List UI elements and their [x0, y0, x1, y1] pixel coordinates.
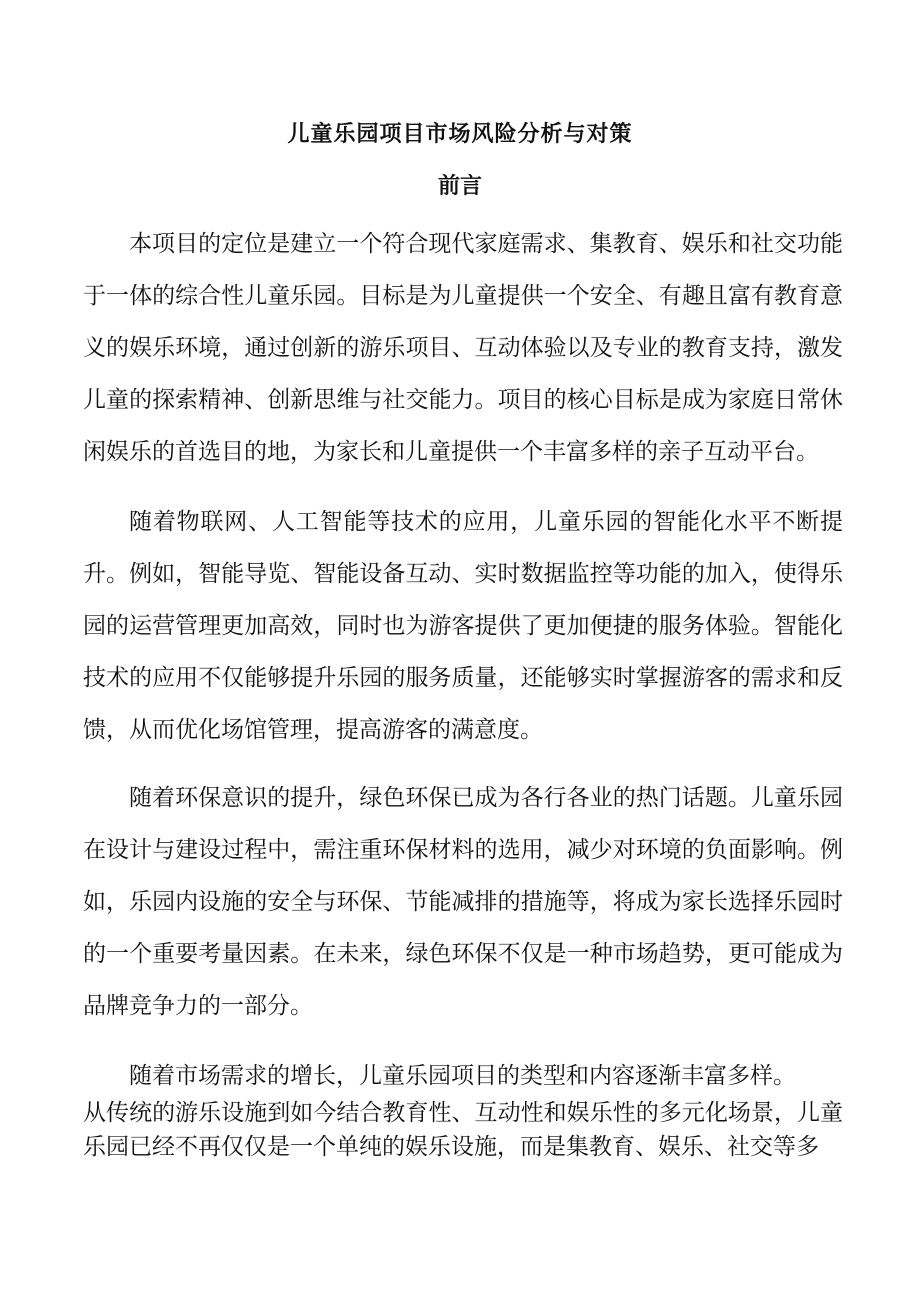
- paragraph-market-demand-rest: 从传统的游乐设施到如今结合教育性、互动性和娱乐性的多元化场景，儿童乐园已经不再仅仅是一个单纯的娱乐设施，而是集教育、娱乐、社交等多: [83, 1100, 843, 1160]
- paragraph-market-demand-first-line: 随着市场需求的增长，儿童乐园项目的类型和内容逐渐丰富多样。: [129, 1063, 796, 1089]
- document-title: 儿童乐园项目市场风险分析与对策: [287, 121, 633, 147]
- paragraph-market-demand: [83, 1050, 843, 1164]
- paragraph-positioning: 本项目的定位是建立一个符合现代家庭需求、集教育、娱乐和社交功能于一体的综合性儿童乐园。目标是为儿童提供一个安全、有趣且富有教育意义的娱乐环境，通过创新的游乐项目、互动体验以及专业的教育支持，激发儿童的探索精神、创新思维与社交能力。项目的核心目标是成为家庭日常休闲娱乐的首选目的地，为家长和儿童提供一个丰富多样的亲子互动平台。: [83, 231, 843, 465]
- paragraph-green-environment: 随着环保意识的提升，绿色环保已成为各行各业的热门话题。儿童乐园在设计与建设过程中，需注重环保材料的选用，减少对环境的负面影响。例如，乐园内设施的安全与环保、节能减排的措施等，将成为家长选择乐园时的一个重要考量因素。在未来，绿色环保不仅是一种市场趋势，更可能成为品牌竞争力的一部分。: [83, 785, 843, 1019]
- section-heading-preface: 前言: [437, 173, 482, 199]
- paragraph-smart-technology: 随着物联网、人工智能等技术的应用，儿童乐园的智能化水平不断提升。例如，智能导览、智能设备互动、实时数据监控等功能的加入，使得乐园的运营管理更加高效，同时也为游客提供了更加便捷的服务体验。智能化技术的应用不仅能够提升乐园的服务质量，还能够实时掌握游客的需求和反馈，从而优化场馆管理，提高游客的满意度。: [83, 509, 843, 743]
